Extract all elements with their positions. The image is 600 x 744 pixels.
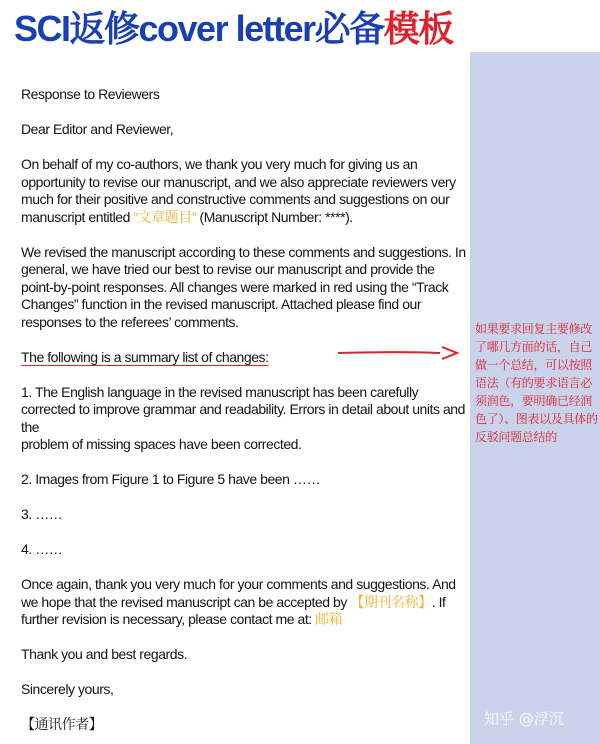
salutation: Dear Editor and Reviewer, bbox=[21, 121, 174, 137]
change-item-4: 4. …… bbox=[21, 541, 63, 557]
closing-paragraph bbox=[21, 576, 466, 629]
manuscript-number: (Manuscript Number: ****). bbox=[199, 208, 353, 225]
closing-text: Once again, thank you very much for your comments and suggestions. And we hope that the revised manuscript can be accepted by bbox=[21, 576, 456, 610]
closing-contact-text: . If further revision is necessary, please contact me at: bbox=[21, 593, 446, 627]
title-placeholder: “文章题目” bbox=[133, 208, 197, 225]
title-highlight: 模板 bbox=[383, 8, 453, 49]
intro-text: On behalf of my co-authors, we thank you very much for giving us an opportunity to revise our manuscript, and we also appreciate reviewers very much for their positive and constructive comments and suggestions on our manuscript entitled bbox=[21, 156, 456, 225]
arrow-right-icon bbox=[336, 346, 460, 360]
intro-paragraph bbox=[21, 156, 466, 226]
watermark: 知乎 @浮沉 bbox=[484, 710, 564, 728]
title-main: SCI返修cover letter必备 bbox=[14, 8, 384, 49]
letter-heading: Response to Reviewers bbox=[21, 86, 160, 102]
change-item-1: 1. The English language in the revised manuscript has been carefully corrected to improve grammar and readability. Errors in detail about units and the bbox=[21, 383, 465, 435]
change-item-1-cont: problem of missing spaces have been corrected. bbox=[21, 436, 302, 452]
page-title bbox=[14, 4, 453, 54]
revision-paragraph: We revised the manuscript according to these comments and suggestions. In general, we have tried our best to revise our manuscript and provide the point-by-point responses. All changes were marked in red using the “Track Changes” function in the revised manuscript. Attached please find our responses to the referees’ comments. bbox=[21, 243, 466, 330]
thanks-line: Thank you and best regards. bbox=[21, 646, 188, 662]
email-placeholder: 邮箱 bbox=[315, 611, 343, 627]
author-placeholder: 【通讯作者】 bbox=[21, 716, 103, 732]
change-item-2: 2. Images from Figure 1 to Figure 5 have been …… bbox=[21, 471, 320, 487]
journal-placeholder: 【期刊名称】 bbox=[350, 593, 432, 610]
annotation-note: 如果要求回复主要修改了哪几方面的话，自己做一个总结，可以按照语法（有的要求语言必须润色，要明确已经润色了）、图表以及具体的反驳问题总结的 bbox=[475, 322, 598, 444]
summary-heading: The following is a summary list of changes: bbox=[21, 348, 269, 365]
letter-body bbox=[21, 86, 466, 734]
signoff-line: Sincerely yours, bbox=[21, 681, 114, 697]
change-item-3: 3. …… bbox=[21, 506, 63, 522]
